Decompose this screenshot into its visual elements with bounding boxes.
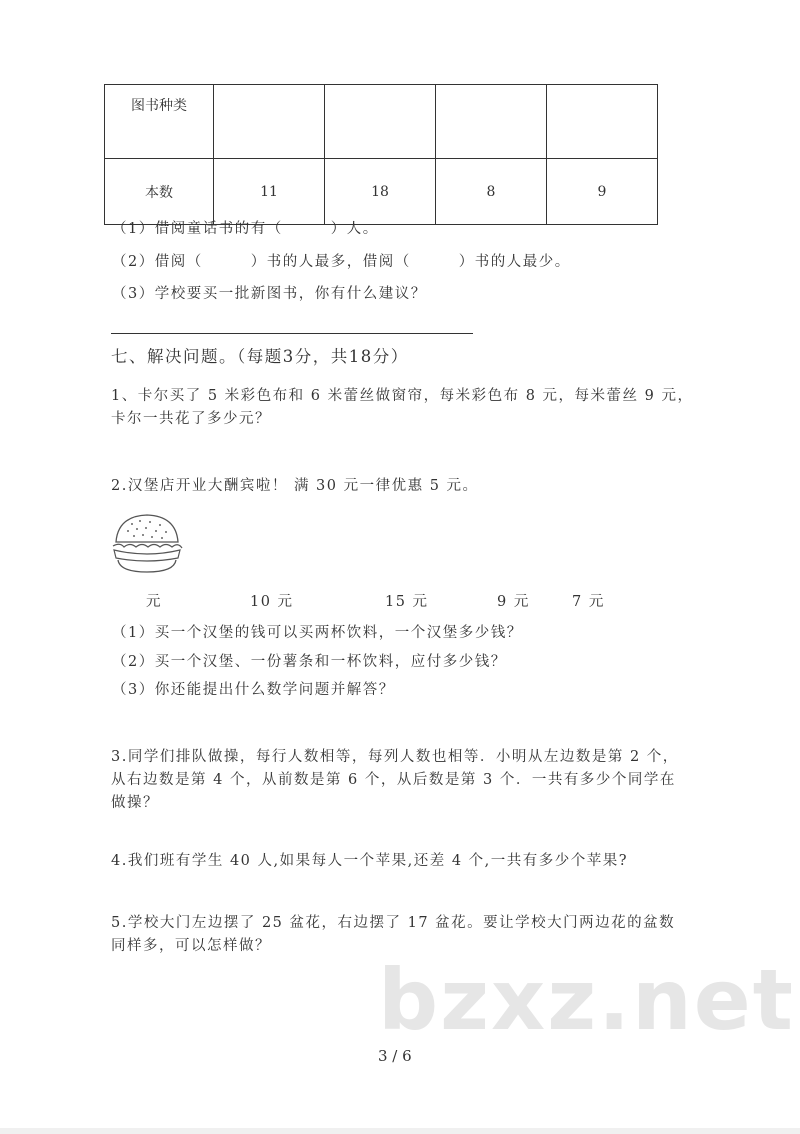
price-label: 7 元 [572,594,605,610]
answer-line [111,333,473,334]
q5-line-1: 5.学校大门左边摆了 25 盆花，右边摆了 17 盆花。要让学校大门两边花的盆数 [111,915,676,931]
price-label: 元 [146,594,162,610]
q3-line-3: 做操？ [111,795,159,811]
table-question-1: （1）借阅童话书的有（ ）人。 [112,221,379,237]
hamburger-icon [110,512,184,574]
table-cell [325,85,436,159]
q1-line-1: 1、卡尔买了 5 米彩色布和 6 米蕾丝做窗帘，每米彩色布 8 元，每米蕾丝 9 元， [111,388,694,404]
q4: 4.我们班有学生 40 人,如果每人一个苹果,还差 4 个,一共有多少个苹果? [111,853,629,869]
q2-sub-3: （3）你还能提出什么数学问题并解答？ [112,682,395,698]
page-edge [0,1128,800,1134]
q3-line-2: 从右边数是第 4 个，从前数是第 6 个，从后数是第 3 个．一共有多少个同学在 [111,772,676,788]
table-question-3: （3）学校要买一批新图书，你有什么建议？ [112,286,427,302]
section-heading: 七、解决问题。（每题3分，共18分） [111,347,409,366]
q1-line-2: 卡尔一共花了多少元？ [111,411,271,427]
price-label: 10 元 [250,594,294,610]
table-cell-count: 18 [325,159,436,225]
q3-line-1: 3.同学们排队做操，每行人数相等，每列人数也相等．小明从左边数是第 2 个， [111,749,679,765]
table-cell [547,85,658,159]
q2-sub-2: （2）买一个汉堡、一份薯条和一杯饮料，应付多少钱？ [112,654,507,670]
q5-line-2: 同样多，可以怎样做？ [111,938,271,954]
q2-sub-1: （1）买一个汉堡的钱可以买两杯饮料，一个汉堡多少钱？ [112,625,523,641]
table-cell [436,85,547,159]
q2-title: 2.汉堡店开业大酬宾啦！ 满 30 元一律优惠 5 元。 [111,478,479,494]
table-question-2: （2）借阅（ ）书的人最多，借阅（ ）书的人最少。 [112,254,571,270]
price-label: 15 元 [385,594,429,610]
table-cell-count: 8 [436,159,547,225]
watermark: bzxz.net [378,951,795,1049]
table-cell-count: 11 [214,159,325,225]
table-cell [214,85,325,159]
table-header-count: 本数 [105,159,214,225]
price-label: 9 元 [497,594,530,610]
table-cell-count: 9 [547,159,658,225]
table-header-book-type: 图书种类 [105,85,214,159]
book-table [104,84,658,225]
page-number: 3 / 6 [378,1047,412,1065]
